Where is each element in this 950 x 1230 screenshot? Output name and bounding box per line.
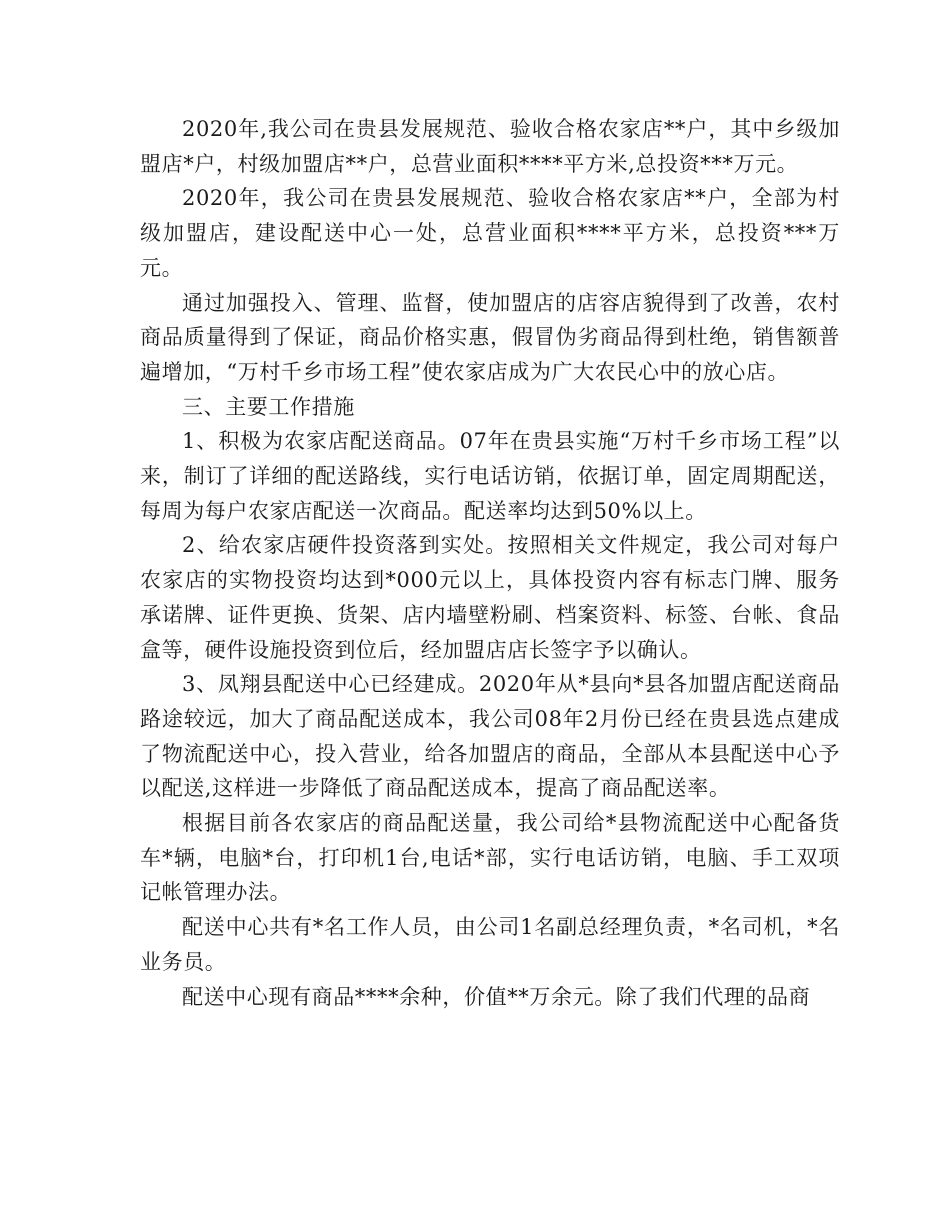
- paragraph-2: 2020年，我公司在贵县发展规范、验收合格农家店**户，全部为村级加盟店，建设配送中心一处，总营业面积****平方米，总投资***万元。: [140, 186, 840, 280]
- paragraph-measure-2: 2、给农家店硬件投资落到实处。按照相关文件规定，我公司对每户农家店的实物投资均达到*000元以上，具体投资内容有标志门牌、服务承诺牌、证件更换、货架、店内墙壁粉刷、档案资料、标签、台帐、食品盒等，硬件设施投资到位后，经加盟店店长签字予以确认。: [140, 533, 840, 662]
- paragraph-1: 2020年,我公司在贵县发展规范、验收合格农家店**户，其中乡级加盟店*户，村级加盟店**户，总营业面积****平方米,总投资***万元。: [140, 117, 840, 176]
- paragraph-measure-1: 1、积极为农家店配送商品。07年在贵县实施“万村千乡市场工程”以来，制订了详细的配送路线，实行电话访销，依据订单，固定周期配送，每周为每户农家店配送一次商品。配送率均达到50%以上。: [140, 429, 840, 523]
- paragraph-goods: 配送中心现有商品****余种，价值**万余元。除了我们代理的品商: [182, 984, 811, 1009]
- section-heading: 三、主要工作措施: [182, 394, 355, 419]
- document-body: [140, 112, 840, 1014]
- paragraph-equipment: 根据目前各农家店的商品配送量，我公司给*县物流配送中心配备货车*辆，电脑*台，打印机1台,电话*部，实行电话访销，电脑、手工双项记帐管理办法。: [140, 811, 840, 905]
- paragraph-staff: 配送中心共有*名工作人员，由公司1名副总经理负责，*名司机，*名业务员。: [140, 915, 840, 974]
- paragraph-measure-3: 3、凤翔县配送中心已经建成。2020年从*县向*县各加盟店配送商品路途较远，加大了商品配送成本，我公司08年2月份已经在贵县选点建成了物流配送中心，投入营业，给各加盟店的商品，全部从本县配送中心予以配送,这样进一步降低了商品配送成本，提高了商品配送率。: [140, 672, 840, 801]
- paragraph-3: 通过加强投入、管理、监督，使加盟店的店容店貌得到了改善，农村商品质量得到了保证，商品价格实惠，假冒伪劣商品得到杜绝，销售额普遍增加，“万村千乡市场工程”使农家店成为广大农民心中的放心店。: [140, 290, 840, 384]
